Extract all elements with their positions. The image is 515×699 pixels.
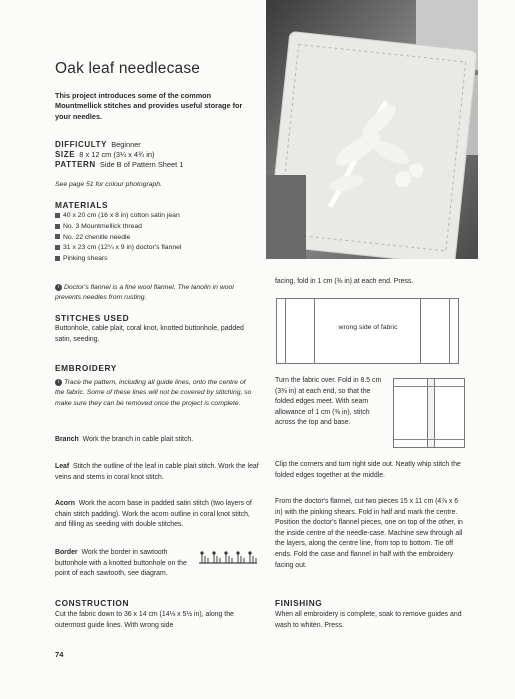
stitches-text: Buttonhole, cable plait, coral knot, knotted buttonhole, padded satin, seeding. [55,325,244,343]
embroidery-note: i Trace the pattern, including all guide lines, onto the centre of the fabric. Some of these lines will not be covered by stitching, so make sure they can be removed once the project is complete. [55,378,252,407]
fabric-diagram [276,298,459,364]
leaf-paragraph: Leaf Stitch the outline of the leaf in cable plait stitch. Work the leaf veins and stems in coral knot stitch. [55,463,259,481]
list-item: 31 x 23 cm (12¼ x 9 in) doctor's flannel [55,243,265,254]
difficulty-label: DIFFICULTY [55,140,108,149]
flannel-text: From the doctor's flannel, cut two pieces 15 x 11 cm (4⅞ x 6 in) with the pinking shears. Fold in half and mark the centre. Position the doctor's flannel pieces, one on top of the other, in the inside centre of the needle-case. Machine sew through all the layers, along the centre line, from top to bottom. Tie off ends. Fold the case and flannel in half with the embroidery facing out. [275,498,463,569]
border-paragraph: Border Work the border in sawtooth buttonhole with a knotted buttonhole on the point of each sawtooth, see diagram. [55,549,187,578]
list-item: 40 x 20 cm (16 x 8 in) cotton satin jean [55,211,265,222]
construction-text: Cut the fabric down to 36 x 14 cm (14⅛ x 5½ in), along the outermost guide lines. With wrong side [55,611,234,629]
info-icon: i [55,379,62,386]
page-number: 74 [55,650,64,659]
construction-heading: CONSTRUCTION [55,598,130,608]
sawtooth-diagram [199,549,259,572]
project-photo [266,0,478,259]
materials-heading: MATERIALS [55,200,109,210]
info-icon: i [55,284,62,291]
stitches-heading: STITCHES USED [55,313,130,323]
pattern-label: PATTERN [55,160,96,170]
facing-text: facing, fold in 1 cm (⅜ in) at each end. Press. [275,278,414,285]
needlecase-photo-illustration [266,0,478,259]
finishing-heading: FINISHING [275,598,323,608]
materials-list [55,211,265,265]
difficulty-value: Beginner [111,140,141,149]
materials-note: i Doctor's flannel is a fine wool flannel. The lanolin in wool prevents needles from rusting. [55,283,234,302]
specs-block [55,140,265,171]
finishing-text: When all embroidery is complete, soak to remove guides and wash to whiten. Press. [275,611,462,629]
clip-text: Clip the corners and turn right side out. Neatly whip stitch the folded edges together at the middle. [275,461,461,479]
list-item: Pinking shears [55,254,265,265]
branch-paragraph: Branch Work the branch in cable plait stitch. [55,436,194,443]
embroidery-heading: EMBROIDERY [55,363,117,373]
colour-note: See page 51 for colour photograph. [55,181,162,188]
fold-diagram [393,378,465,448]
size-value: 8 x 12 cm (3¼ x 4¾ in) [79,150,155,160]
pattern-value: Side B of Pattern Sheet 1 [99,160,184,170]
diagram-label: wrong side of fabric [338,324,398,331]
page-title: Oak leaf needlecase [55,60,201,77]
list-item: No. 22 chenille needle [55,233,265,244]
acorn-paragraph: Acorn Work the acorn base in padded satin stitch (two layers of chain stitch padding). Work the acorn outline in coral knot stitch, and filling as seeding with double stitches. [55,500,252,529]
size-label: SIZE [55,150,76,160]
intro-text: This project introduces some of the common Mountmellick stitches and provides useful storage for your needles. [55,91,243,121]
turn-text: Turn the fabric over. Fold in 8.5 cm (3⅜ in) at each end, so that the folded edges meet. With seam allowance of 1 cm (⅜ in), stitch across the top and base. [275,377,382,427]
list-item: No. 3 Mountmellick thread [55,222,265,233]
